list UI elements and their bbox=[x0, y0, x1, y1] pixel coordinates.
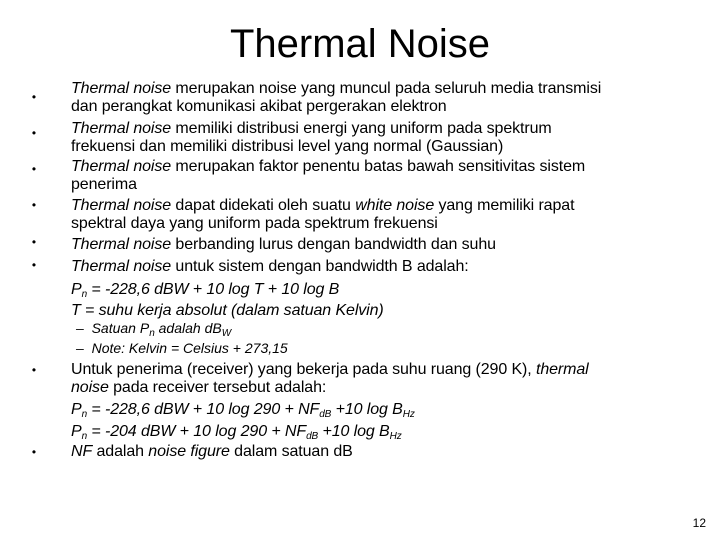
bullet-2-line-2: frekuensi dan memiliki distribusi level yang normal (Gaussian) bbox=[71, 138, 504, 155]
bullet-3-line-2: penerima bbox=[71, 176, 137, 193]
sub-bullet-2 bbox=[76, 340, 288, 357]
dash-marker: – bbox=[76, 340, 84, 356]
formula-text: = -228,6 dBW + 10 log T + 10 log B bbox=[87, 281, 340, 298]
formula-subscript: dB bbox=[319, 409, 332, 420]
term-thermal: thermal bbox=[535, 361, 589, 378]
formula-subscript: n bbox=[149, 328, 155, 339]
formula-subscript: n bbox=[81, 409, 88, 420]
text-segment: pada receiver tersebut adalah: bbox=[108, 379, 327, 396]
text-segment: merupakan noise yang muncul pada seluruh media transmisi bbox=[171, 80, 602, 97]
text-segment: adalah dB bbox=[154, 320, 222, 336]
bullet-7-line-1 bbox=[71, 360, 589, 379]
bullet-4-line-2: spektral daya yang uniform pada spektrum frekuensi bbox=[71, 215, 438, 232]
term-nf: NF bbox=[71, 443, 93, 460]
term-noise-figure: noise figure bbox=[148, 443, 230, 460]
term-thermal-noise: Thermal noise bbox=[71, 197, 172, 214]
bullet-2-line-1 bbox=[71, 119, 552, 138]
bullet-5-line-1 bbox=[71, 235, 496, 254]
term-thermal-noise: Thermal noise bbox=[71, 258, 172, 275]
sub-bullet-1 bbox=[76, 320, 231, 337]
text-segment: Satuan P bbox=[91, 320, 150, 336]
dash-marker: – bbox=[76, 320, 84, 336]
formula-text: = -228,6 dBW + 10 log 290 + NF bbox=[87, 401, 320, 418]
formula-text: +10 log B bbox=[331, 401, 403, 418]
term-thermal-noise: Thermal noise bbox=[71, 158, 172, 175]
formula-text: +10 log B bbox=[318, 423, 390, 440]
formula-pn-204 bbox=[71, 422, 402, 441]
text-segment: Note: Kelvin = Celsius + 273,15 bbox=[91, 340, 288, 356]
text-segment: merupakan faktor penentu batas bawah sensitivitas sistem bbox=[171, 158, 586, 175]
formula-pn-290 bbox=[71, 400, 415, 419]
formula-subscript: n bbox=[81, 431, 88, 442]
term-thermal-noise: Thermal noise bbox=[71, 80, 172, 97]
term-noise: noise bbox=[71, 379, 109, 396]
bullet-marker: • bbox=[31, 198, 37, 212]
formula-pn bbox=[71, 280, 339, 299]
bullet-marker: • bbox=[31, 235, 37, 249]
bullet-7-line-2 bbox=[71, 378, 326, 397]
bullet-marker: • bbox=[31, 162, 37, 176]
formula-symbol: P bbox=[71, 423, 82, 440]
bullet-1-line-2: dan perangkat komunikasi akibat pergerakan elektron bbox=[71, 98, 447, 115]
bullet-3-line-1 bbox=[71, 157, 585, 176]
bullet-marker: • bbox=[31, 126, 37, 140]
formula-symbol: P bbox=[71, 401, 82, 418]
formula-subscript: n bbox=[81, 289, 88, 300]
text-segment: memiliki distribusi energi yang uniform pada spektrum bbox=[171, 120, 552, 137]
text-segment: Untuk penerima (receiver) yang bekerja pada suhu ruang (290 K), bbox=[71, 361, 536, 378]
term-thermal-noise: Thermal noise bbox=[71, 120, 172, 137]
formula-subscript: Hz bbox=[402, 409, 415, 420]
term-thermal-noise: Thermal noise bbox=[71, 236, 172, 253]
text-segment: yang memiliki rapat bbox=[434, 197, 575, 214]
term-white-noise: white noise bbox=[355, 197, 435, 214]
page-title: Thermal Noise bbox=[229, 22, 491, 66]
bullet-4-line-1 bbox=[71, 196, 574, 215]
page-number: 12 bbox=[692, 516, 706, 530]
text-segment: berbanding lurus dengan bandwidth dan suhu bbox=[171, 236, 496, 253]
formula-symbol: P bbox=[71, 281, 82, 298]
text-segment: dapat didekati oleh suatu bbox=[171, 197, 356, 214]
text-segment: adalah bbox=[92, 443, 149, 460]
bullet-1-line-1 bbox=[71, 79, 601, 98]
text-segment: untuk sistem dengan bandwidth B adalah: bbox=[171, 258, 469, 275]
formula-subscript: W bbox=[221, 328, 232, 339]
bullet-8-line-1 bbox=[71, 442, 353, 461]
formula-subscript: Hz bbox=[389, 431, 402, 442]
bullet-marker: • bbox=[31, 258, 37, 272]
formula-text: = -204 dBW + 10 log 290 + NF bbox=[87, 423, 307, 440]
bullet-marker: • bbox=[31, 90, 37, 104]
text-segment: dalam satuan dB bbox=[229, 443, 353, 460]
formula-t-definition: T = suhu kerja absolut (dalam satuan Kelvin) bbox=[71, 302, 384, 319]
bullet-6-line-1 bbox=[71, 257, 469, 276]
bullet-marker: • bbox=[31, 445, 37, 459]
formula-subscript: dB bbox=[306, 431, 319, 442]
bullet-marker: • bbox=[31, 363, 37, 377]
